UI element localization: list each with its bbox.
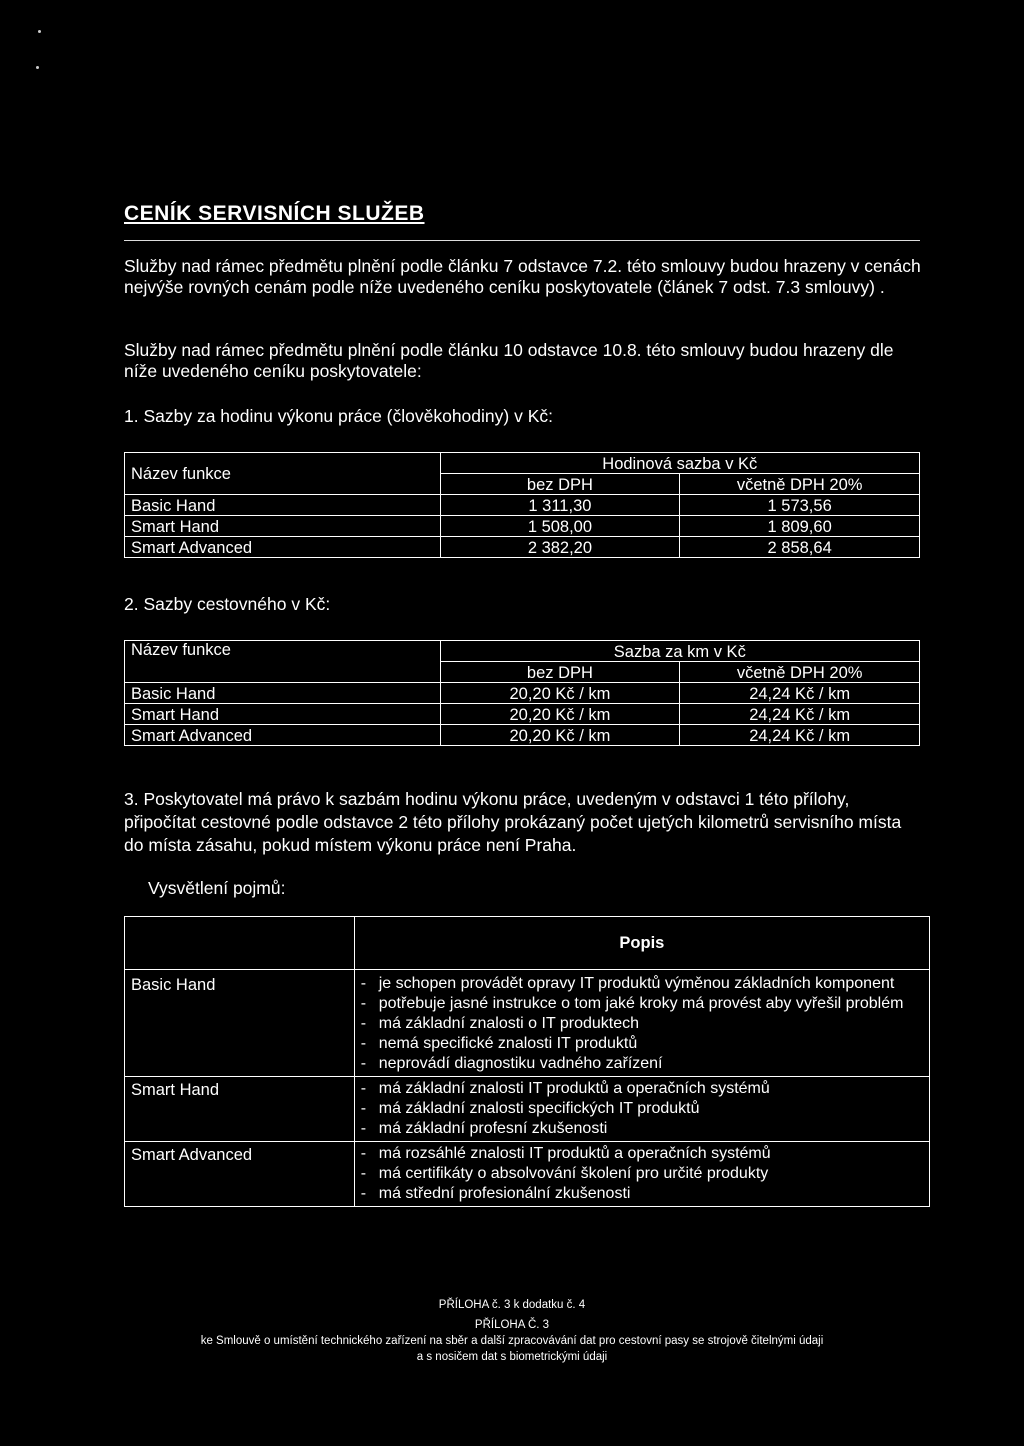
- glossary-heading: Vysvětlení pojmů:: [148, 878, 286, 898]
- header-with-vat: včetně DPH 20%: [680, 662, 920, 683]
- footer-attachment-title: PŘÍLOHA Č. 3: [474, 1319, 550, 1331]
- glossary-term: Basic Hand: [125, 970, 355, 1077]
- table-row: [125, 683, 920, 704]
- table-row: [125, 704, 920, 725]
- glossary-point: - má základní znalosti specifických IT produktů: [361, 1099, 923, 1119]
- cell-with-vat: 1 573,56: [680, 495, 920, 516]
- footer-attachment-line: PŘÍLOHA č. 3 k dodatku č. 4: [438, 1299, 586, 1311]
- glossary-point: - má základní profesní zkušenosti: [361, 1119, 923, 1139]
- intro-paragraph-1: Služby nad rámec předmětu plnění podle článku 7 odstavce 7.2. této smlouvy budou hrazeny v cenách nejvýše rovných cenám podle níže uvedeného ceníku poskytovatele (článek 7 odst. 7.3 smlouvy) .: [124, 256, 921, 297]
- glossary-table: [124, 916, 930, 1207]
- table-row: [125, 537, 920, 558]
- header-without-vat: bez DPH: [440, 662, 680, 683]
- intro-paragraph-2: Služby nad rámec předmětu plnění podle článku 10 odstavce 10.8. této smlouvy budou hrazeny dle níže uvedeného ceníku poskytovatele:: [124, 340, 894, 381]
- glossary-point: - nemá specifické znalosti IT produktů: [361, 1034, 923, 1054]
- glossary-point: - neprovádí diagnostiku vadného zařízení: [361, 1054, 923, 1074]
- cell-function: Basic Hand: [125, 495, 441, 516]
- header-with-vat: včetně DPH 20%: [680, 474, 920, 495]
- cell-without-vat: 20,20 Kč / km: [440, 704, 680, 725]
- glossary-point: - má základní znalosti IT produktů a operačních systémů: [361, 1079, 923, 1099]
- glossary-point: - má základní znalosti o IT produktech: [361, 1014, 923, 1034]
- header-rate-group: Hodinová sazba v Kč: [440, 453, 919, 474]
- glossary-point: - má certifikáty o absolvování školení pro určité produkty: [361, 1164, 923, 1184]
- glossary-point: - je schopen provádět opravy IT produktů výměnou základních komponent: [361, 974, 923, 994]
- title-divider: [124, 240, 920, 241]
- section3-paragraph: 3. Poskytovatel má právo k sazbám hodinu výkonu práce, uvedeným v odstavci 1 této přílohy, připočítat cestovné podle odstavce 2 této přílohy prokázaný počet ujetých kilometrů servisního místa do místa zásahu, pokud místem výkonu práce není Praha.: [124, 789, 902, 855]
- table-row: [125, 725, 920, 746]
- footer-contract-line: ke Smlouvě o umístění technického zařízení na sběr a další zpracovávání dat pro cestovní pasy se strojově čitelnými údaji: [200, 1335, 824, 1347]
- glossary-point: - potřebuje jasné instrukce o tom jaké kroky má provést aby vyřešil problém: [361, 994, 923, 1014]
- glossary-header-desc: Popis: [354, 917, 929, 970]
- cell-without-vat: 20,20 Kč / km: [440, 683, 680, 704]
- cell-function: Smart Hand: [125, 516, 441, 537]
- section1-heading: 1. Sazby za hodinu výkonu práce (člověkohodiny) v Kč:: [124, 406, 553, 426]
- glossary-row: [125, 1077, 930, 1142]
- cell-function: Smart Advanced: [125, 725, 441, 746]
- hourly-rate-table: [124, 452, 920, 558]
- glossary-point: - má střední profesionální zkušenosti: [361, 1184, 923, 1204]
- glossary-desc-cell: [354, 1077, 929, 1142]
- page-title: CENÍK SERVISNÍCH SLUŽEB: [124, 202, 425, 225]
- cell-function: Smart Hand: [125, 704, 441, 725]
- cell-with-vat: 24,24 Kč / km: [680, 725, 920, 746]
- section2-heading: 2. Sazby cestovného v Kč:: [124, 594, 331, 614]
- table-row: [125, 495, 920, 516]
- footer-contract-line-2: a s nosičem dat s biometrickými údaji: [416, 1351, 608, 1363]
- glossary-points: [361, 974, 923, 1074]
- cell-with-vat: 24,24 Kč / km: [680, 704, 920, 725]
- cell-without-vat: 2 382,20: [440, 537, 680, 558]
- cell-with-vat: 1 809,60: [680, 516, 920, 537]
- glossary-header-empty: [125, 917, 355, 970]
- cell-function: Basic Hand: [125, 683, 441, 704]
- glossary-desc-cell: [354, 1142, 929, 1207]
- scan-speck: [36, 66, 39, 69]
- cell-with-vat: 24,24 Kč / km: [680, 683, 920, 704]
- cell-with-vat: 2 858,64: [680, 537, 920, 558]
- travel-rate-table: [124, 640, 920, 746]
- glossary-points: [361, 1144, 923, 1204]
- glossary-row: [125, 1142, 930, 1207]
- cell-function: Smart Advanced: [125, 537, 441, 558]
- scan-speck: [38, 30, 41, 33]
- glossary-term: Smart Advanced: [125, 1142, 355, 1207]
- table-row: [125, 516, 920, 537]
- glossary-points: [361, 1079, 923, 1139]
- glossary-desc-cell: [354, 970, 929, 1077]
- glossary-point: - má rozsáhlé znalosti IT produktů a operačních systémů: [361, 1144, 923, 1164]
- header-function-name: Název funkce: [125, 641, 441, 683]
- cell-without-vat: 1 508,00: [440, 516, 680, 537]
- header-function-name: Název funkce: [125, 453, 441, 495]
- header-without-vat: bez DPH: [440, 474, 680, 495]
- cell-without-vat: 1 311,30: [440, 495, 680, 516]
- header-rate-group: Sazba za km v Kč: [440, 641, 919, 662]
- glossary-term: Smart Hand: [125, 1077, 355, 1142]
- glossary-row: [125, 970, 930, 1077]
- cell-without-vat: 20,20 Kč / km: [440, 725, 680, 746]
